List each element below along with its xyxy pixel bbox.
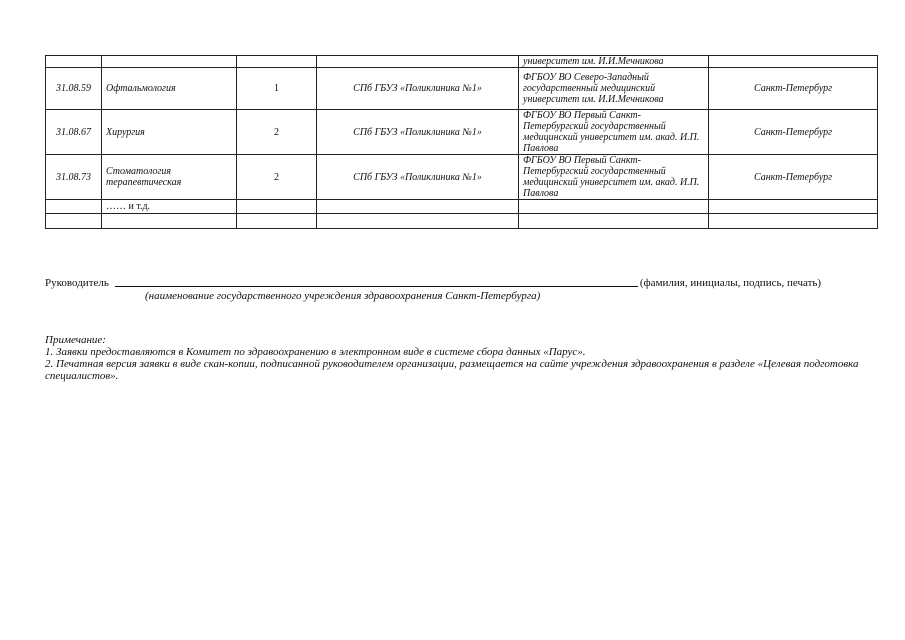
table-row xyxy=(46,200,878,214)
cell-code: 31.08.73 xyxy=(46,155,102,200)
cell-specialty: Стоматология терапевтическая xyxy=(102,155,237,200)
cell-university xyxy=(519,200,709,214)
cell-organization: СПб ГБУЗ «Поликлиника №1» xyxy=(317,68,519,110)
etc-text: …… и т.д. xyxy=(106,201,151,212)
cell-university xyxy=(519,214,709,229)
cell-specialty xyxy=(102,56,237,68)
cell-organization: СПб ГБУЗ «Поликлиника №1» xyxy=(317,155,519,200)
cell-code: 31.08.59 xyxy=(46,68,102,110)
cell-organization xyxy=(317,56,519,68)
cell-university: ФГБОУ ВО Первый Санкт-Петербургский государственный медицинский университет им. акад. И.П. Павлова xyxy=(519,110,709,155)
cell-organization xyxy=(317,214,519,229)
cell-city: Санкт-Петербург xyxy=(709,68,878,110)
cell-university: университет им. И.И.Мечникова xyxy=(519,56,709,68)
cell-specialty xyxy=(102,200,237,214)
table-row xyxy=(46,56,878,68)
cell-city xyxy=(709,56,878,68)
cell-count: 2 xyxy=(237,110,317,155)
cell-organization: СПб ГБУЗ «Поликлиника №1» xyxy=(317,110,519,155)
notes-title: Примечание: xyxy=(45,334,106,346)
table-row xyxy=(46,110,878,155)
signature-label: Руководитель xyxy=(45,277,109,289)
cell-code xyxy=(46,200,102,214)
cell-count xyxy=(237,214,317,229)
note-item: 1. Заявки предоставляются в Комитет по здравоохранению в электронном виде в системе сбора данных «Парус». xyxy=(45,346,586,358)
table-row xyxy=(46,68,878,110)
table-row xyxy=(46,214,878,229)
signature-blank-line xyxy=(115,276,638,287)
cell-specialty: Хирургия xyxy=(102,110,237,155)
signature-hint: (фамилия, инициалы, подпись, печать) xyxy=(639,277,822,289)
cell-code xyxy=(46,56,102,68)
signature-block xyxy=(45,276,885,302)
cell-city: Санкт-Петербург xyxy=(709,155,878,200)
notes-block xyxy=(45,334,885,382)
cell-specialty xyxy=(102,214,237,229)
cell-city xyxy=(709,214,878,229)
cell-count: 1 xyxy=(237,68,317,110)
signature-line xyxy=(45,276,885,289)
cell-university: ФГБОУ ВО Первый Санкт-Петербургский государственный медицинский университет им. акад. И.П. Павлова xyxy=(519,155,709,200)
cell-count: 2 xyxy=(237,155,317,200)
specialists-table xyxy=(45,55,878,229)
cell-university: ФГБОУ ВО Северо-Западный государственный медицинский университет им. И.И.Мечникова xyxy=(519,68,709,110)
cell-specialty: Офтальмология xyxy=(102,68,237,110)
cell-city: Санкт-Петербург xyxy=(709,110,878,155)
cell-count xyxy=(237,56,317,68)
cell-count xyxy=(237,200,317,214)
signature-sub-caption: (наименование государственного учреждения здравоохранения Санкт-Петербурга) xyxy=(145,290,541,302)
note-item: 2. Печатная версия заявки в виде скан-копии, подписанной руководителем организации, размещается на сайте учреждения здравоохранения в разделе «Целевая подготовка специалистов». xyxy=(45,358,859,382)
cell-code: 31.08.67 xyxy=(46,110,102,155)
table-row xyxy=(46,155,878,200)
cell-city xyxy=(709,200,878,214)
cell-code xyxy=(46,214,102,229)
cell-organization xyxy=(317,200,519,214)
